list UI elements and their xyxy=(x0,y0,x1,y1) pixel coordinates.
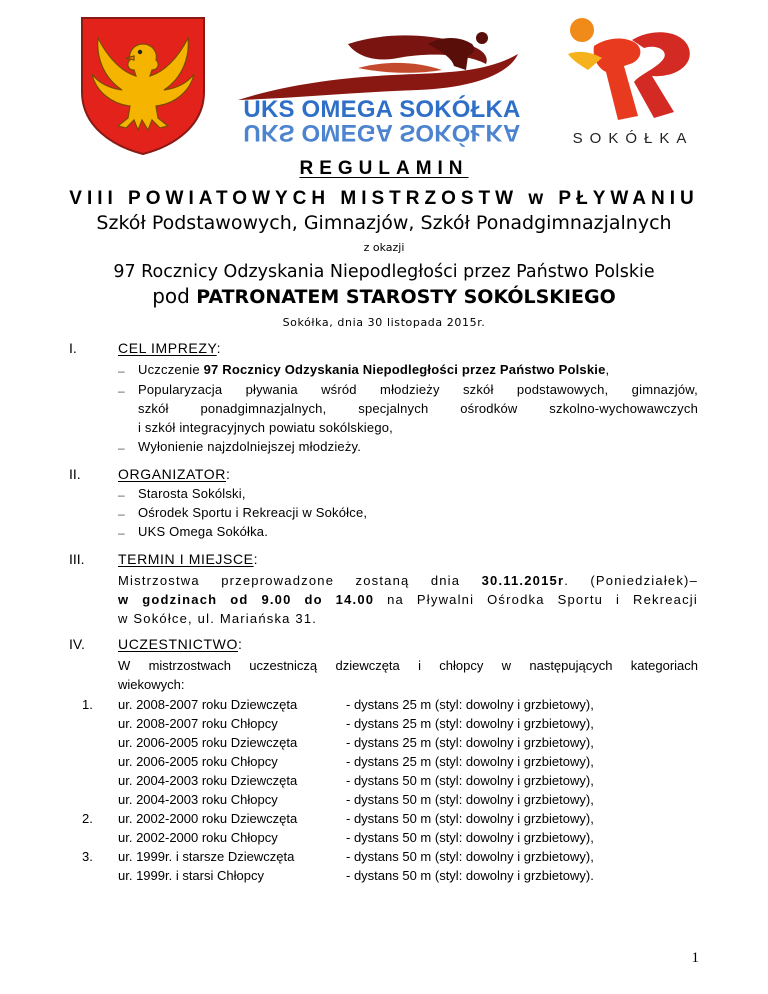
group-number: 3. xyxy=(82,849,93,864)
category-age: ur. 2006-2005 roku Chłopcy xyxy=(118,754,278,769)
list-item-continuation: i szkół integracyjnych powiatu sokólskiego, xyxy=(138,420,393,435)
section-number: I. xyxy=(69,340,77,356)
category-age: ur. 1999r. i starsi Chłopcy xyxy=(118,868,264,883)
section-number: IV. xyxy=(69,636,85,652)
group-number: 2. xyxy=(82,811,93,826)
list-item: Ośrodek Sportu i Rekreacji w Sokółce, xyxy=(138,505,368,520)
list-item-continuation: szkół ponadgimnazjalnych, specjalnych ośrodków szkolno-wychowawczych xyxy=(138,401,698,416)
participation-intro-continuation: wiekowych: xyxy=(118,677,185,692)
list-item: Uczczenie 97 Rocznicy Odzyskania Niepodległości przez Państwo Polskie, xyxy=(138,362,610,377)
category-distance: - dystans 50 m (styl: dowolny i grzbietowy). xyxy=(346,868,594,883)
category-distance: - dystans 50 m (styl: dowolny i grzbietowy), xyxy=(346,773,594,788)
category-distance: - dystans 50 m (styl: dowolny i grzbietowy), xyxy=(346,811,594,826)
category-distance: - dystans 50 m (styl: dowolny i grzbietowy), xyxy=(346,830,594,845)
list-item: Popularyzacja pływania wśród młodzieży szkół podstawowych, gimnazjów, xyxy=(138,382,698,397)
time-line: w godzinach od 9.00 do 14.00 na Pływalni Ośrodka Sportu i Rekreacji xyxy=(118,592,698,607)
date-line: Mistrzostwa przeprowadzone zostaną dnia 30.11.2015r. (Poniedziałek)– xyxy=(118,573,699,588)
category-distance: - dystans 50 m (styl: dowolny i grzbietowy), xyxy=(346,849,594,864)
bullet: – xyxy=(118,384,125,398)
patronage-line: pod PATRONATEM STAROSTY SOKÓLSKIEGO xyxy=(152,284,616,308)
list-item: Wyłonienie najzdolniejszej młodzieży. xyxy=(138,439,362,454)
document-type-heading: REGULAMIN xyxy=(299,158,469,179)
bullet: – xyxy=(118,364,125,378)
bullet: – xyxy=(118,488,125,502)
address-line: w Sokółce, ul. Mariańska 31. xyxy=(118,611,318,626)
section-number: II. xyxy=(69,466,81,482)
list-item: Starosta Sokólski, xyxy=(138,486,246,501)
club-name-text: UKS OMEGA SOKÓŁKA xyxy=(243,96,521,123)
category-distance: - dystans 25 m (styl: dowolny i grzbietowy), xyxy=(346,716,594,731)
section-title-goal: CEL IMPREZY: xyxy=(118,340,222,356)
category-age: ur. 1999r. i starsze Dziewczęta xyxy=(118,849,295,864)
category-distance: - dystans 25 m (styl: dowolny i grzbietowy), xyxy=(346,697,594,712)
section-title-participation: UCZESTNICTWO: xyxy=(118,636,243,652)
occasion-title: 97 Rocznicy Odzyskania Niepodległości przez Państwo Polskie xyxy=(113,262,655,282)
section-title-date-place: TERMIN I MIEJSCE: xyxy=(118,551,259,567)
category-distance: - dystans 25 m (styl: dowolny i grzbietowy), xyxy=(346,754,594,769)
town-name-text: SOKÓŁKA xyxy=(572,130,694,147)
club-name-reflection: UKS OMEGA SOKÓŁKA xyxy=(243,119,521,146)
bullet: – xyxy=(118,526,125,540)
section-title-organizer: ORGANIZATOR: xyxy=(118,466,231,482)
category-age: ur. 2002-2000 roku Dziewczęta xyxy=(118,811,298,826)
category-age: ur. 2008-2007 roku Dziewczęta xyxy=(118,697,298,712)
category-distance: - dystans 25 m (styl: dowolny i grzbietowy), xyxy=(346,735,594,750)
category-age: ur. 2008-2007 roku Chłopcy xyxy=(118,716,278,731)
coat-of-arms-logo xyxy=(78,14,208,156)
group-number: 1. xyxy=(82,697,93,712)
section-number: III. xyxy=(69,551,85,567)
list-item: UKS Omega Sokółka. xyxy=(138,524,269,539)
category-distance: - dystans 50 m (styl: dowolny i grzbietowy), xyxy=(346,792,594,807)
bullet: – xyxy=(118,441,125,455)
event-title: VIII POWIATOWYCH MISTRZOSTW w PŁYWANIU xyxy=(69,188,699,209)
uks-omega-club-logo xyxy=(228,14,536,154)
occasion-label: z okazji xyxy=(363,241,405,254)
participation-intro: W mistrzostwach uczestniczą dziewczęta i chłopcy w następujących kategoriach xyxy=(118,658,698,673)
bullet: – xyxy=(118,507,125,521)
sokolka-town-logo xyxy=(548,12,718,160)
category-age: ur. 2002-2000 roku Chłopcy xyxy=(118,830,278,845)
place-date: Sokółka, dnia 30 listopada 2015r. xyxy=(282,316,486,329)
category-age: ur. 2004-2003 roku Dziewczęta xyxy=(118,773,298,788)
event-subtitle: Szkół Podstawowych, Gimnazjów, Szkół Ponadgimnazjalnych xyxy=(96,212,672,234)
page-number: 1 xyxy=(691,950,699,966)
category-age: ur. 2006-2005 roku Dziewczęta xyxy=(118,735,298,750)
category-age: ur. 2004-2003 roku Chłopcy xyxy=(118,792,278,807)
